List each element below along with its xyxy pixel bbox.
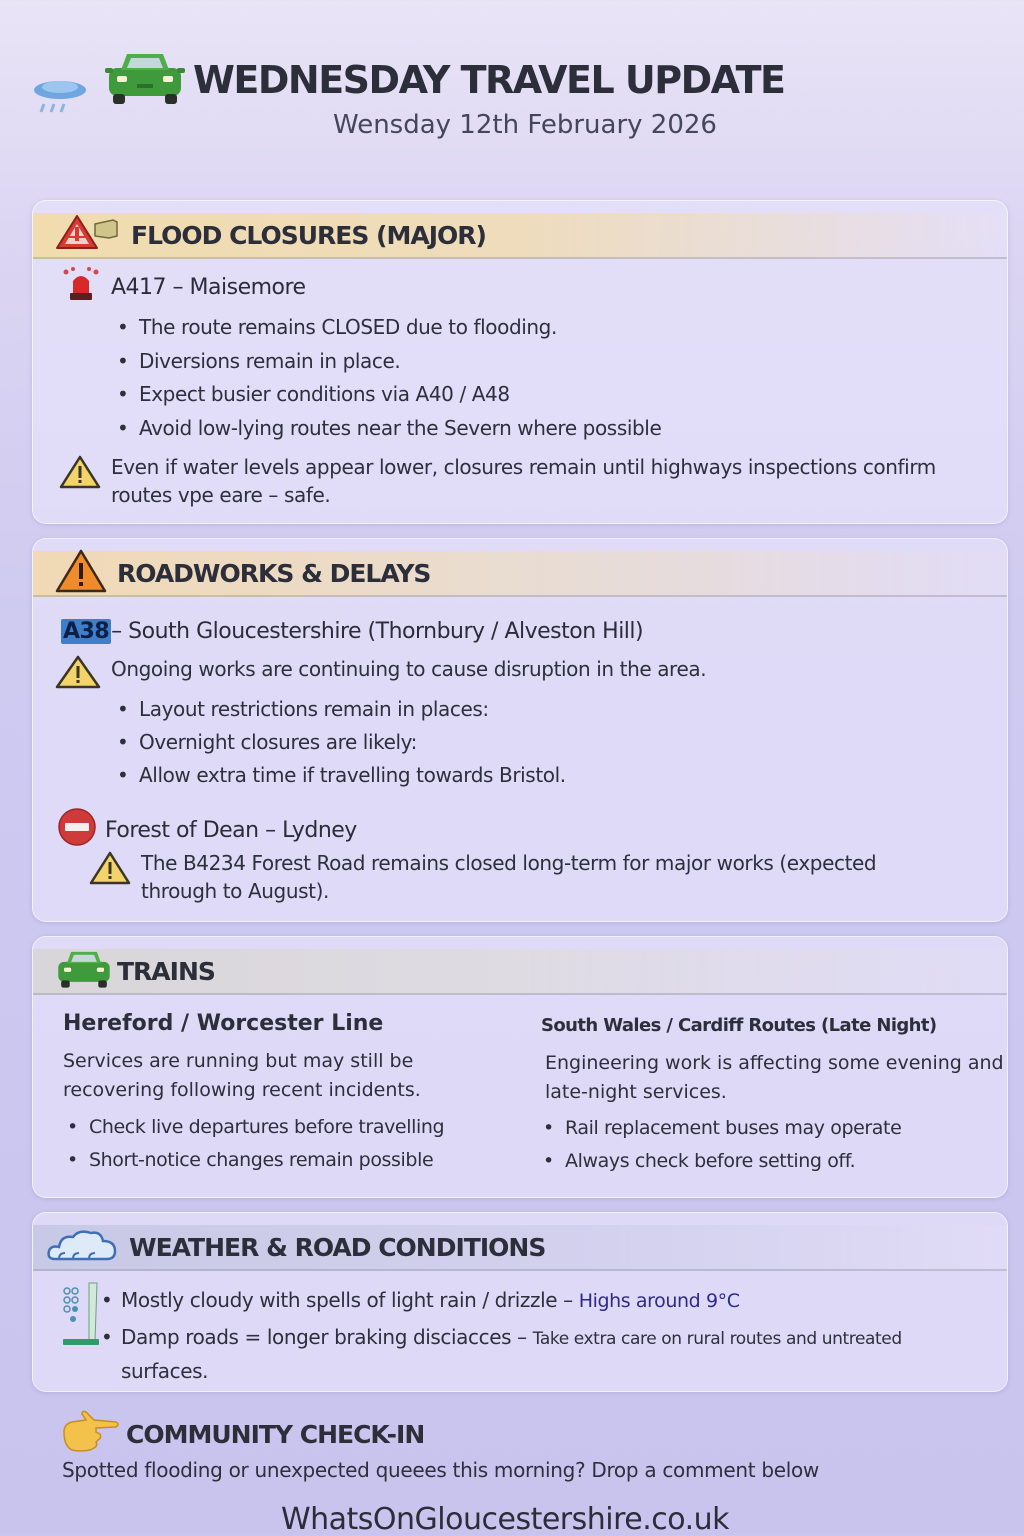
a38-heading	[61, 619, 643, 644]
weather-header	[33, 1225, 1007, 1271]
temperature-highlight: Highs around 9°C	[578, 1290, 740, 1312]
list-item: • Layout restrictions remain in places:	[113, 693, 566, 726]
warning-icon	[55, 549, 107, 597]
trains-title: TRAINS	[117, 956, 215, 986]
cardiff-routes-title: South Wales / Cardiff Routes (Late Night)	[541, 1015, 937, 1036]
trains-panel	[32, 936, 1008, 1198]
lydney-note-text: The B4234 Forest Road remains closed long-term for major works (expected through to August).	[141, 851, 877, 903]
warning-triangle-icon	[55, 214, 121, 256]
no-entry-icon	[57, 807, 97, 853]
hereford-bullet-list	[63, 1111, 444, 1177]
a38-bullet-list	[113, 693, 566, 792]
community-text: Spotted flooding or unexpected queees this morning? Drop a comment below	[62, 1458, 819, 1482]
list-item: • Expect busier conditions via A40 / A48	[113, 378, 661, 412]
list-item-continuation	[97, 1358, 902, 1384]
cloud-icon	[45, 1227, 119, 1267]
trains-header	[33, 949, 1007, 995]
roadworks-header	[33, 551, 1007, 597]
lydney-note	[89, 849, 909, 905]
list-item: • Overnight closures are likely:	[113, 726, 566, 759]
roadworks-title: ROADWORKS & DELAYS	[117, 558, 431, 588]
list-item	[97, 1283, 902, 1318]
warning-icon	[89, 851, 131, 892]
list-item: • The route remains CLOSED due to flooding.	[113, 311, 661, 345]
cardiff-bullet-list	[539, 1112, 901, 1178]
hereford-line-title: Hereford / Worcester Line	[63, 1011, 384, 1036]
weather-title: WEATHER & ROAD CONDITIONS	[129, 1232, 546, 1262]
road-conditions-text: Damp roads = longer braking disciacces –	[121, 1325, 533, 1349]
list-item: • Short-notice changes remain possible	[63, 1144, 444, 1177]
list-item: • Rail replacement buses may operate	[539, 1112, 901, 1145]
car-icon	[55, 949, 113, 993]
lydney-heading	[57, 807, 357, 853]
road-conditions-wrap: surfaces.	[121, 1359, 209, 1383]
flood-bullet-list	[113, 311, 661, 445]
weather-panel	[32, 1212, 1008, 1392]
warning-icon	[55, 655, 101, 696]
a38-note-text: Ongoing works are continuing to cause disruption in the area.	[111, 657, 707, 681]
page-title: WEDNESDAY TRAVEL UPDATE	[193, 58, 785, 102]
flood-closures-header	[33, 213, 1007, 259]
page-date: Wensday 12th February 2026	[333, 110, 717, 140]
list-item: • Always check before setting off.	[539, 1145, 901, 1178]
flood-closures-title: FLOOD CLOSURES (MAJOR)	[131, 220, 486, 250]
warning-icon	[59, 455, 101, 496]
community-title: COMMUNITY CHECK-IN	[126, 1419, 425, 1449]
cardiff-routes-text: Engineering work is affecting some evening and late-night services.	[545, 1052, 1004, 1103]
weather-bullet-list	[97, 1283, 902, 1384]
list-item: • Avoid low-lying routes near the Severn where possible	[113, 412, 661, 446]
header	[0, 40, 1024, 160]
list-item: • Diversions remain in place.	[113, 345, 661, 379]
car-icon	[105, 50, 185, 110]
community-section	[60, 1410, 819, 1482]
list-item	[97, 1318, 902, 1358]
list-item: • Check live departures before travelling	[63, 1111, 444, 1144]
flood-closures-panel	[32, 200, 1008, 524]
list-item: • Allow extra time if travelling towards Bristol.	[113, 759, 566, 792]
pointing-hand-icon	[60, 1410, 120, 1458]
road-badge-a38: A38	[63, 619, 110, 644]
website-link[interactable]: WhatsOnGloucestershire.co.uk	[280, 1502, 730, 1536]
a38-note	[55, 655, 975, 696]
weather-forecast-text: Mostly cloudy with spells of light rain / drizzle –	[121, 1288, 579, 1312]
flood-location-label: A417 – Maisemore	[111, 274, 306, 300]
siren-icon	[59, 267, 103, 307]
community-heading	[60, 1410, 424, 1458]
flood-location-heading	[59, 267, 306, 307]
lydney-label: Forest of Dean – Lydney	[105, 817, 357, 843]
roadworks-panel	[32, 538, 1008, 922]
flood-note-text: Even if water levels appear lower, closures remain until highways inspections confirm routes vpe eare – safe.	[111, 455, 936, 507]
a38-location: – South Gloucestershire (Thornbury / Alveston Hill)	[111, 619, 644, 644]
flood-note	[59, 453, 979, 509]
title-row	[105, 50, 785, 110]
rain-gauge-icon	[61, 1281, 101, 1355]
road-conditions-tail: Take extra care on rural routes and untreated	[532, 1329, 902, 1349]
hereford-line-text: Services are running but may still be recovering following recent incidents.	[63, 1050, 421, 1101]
